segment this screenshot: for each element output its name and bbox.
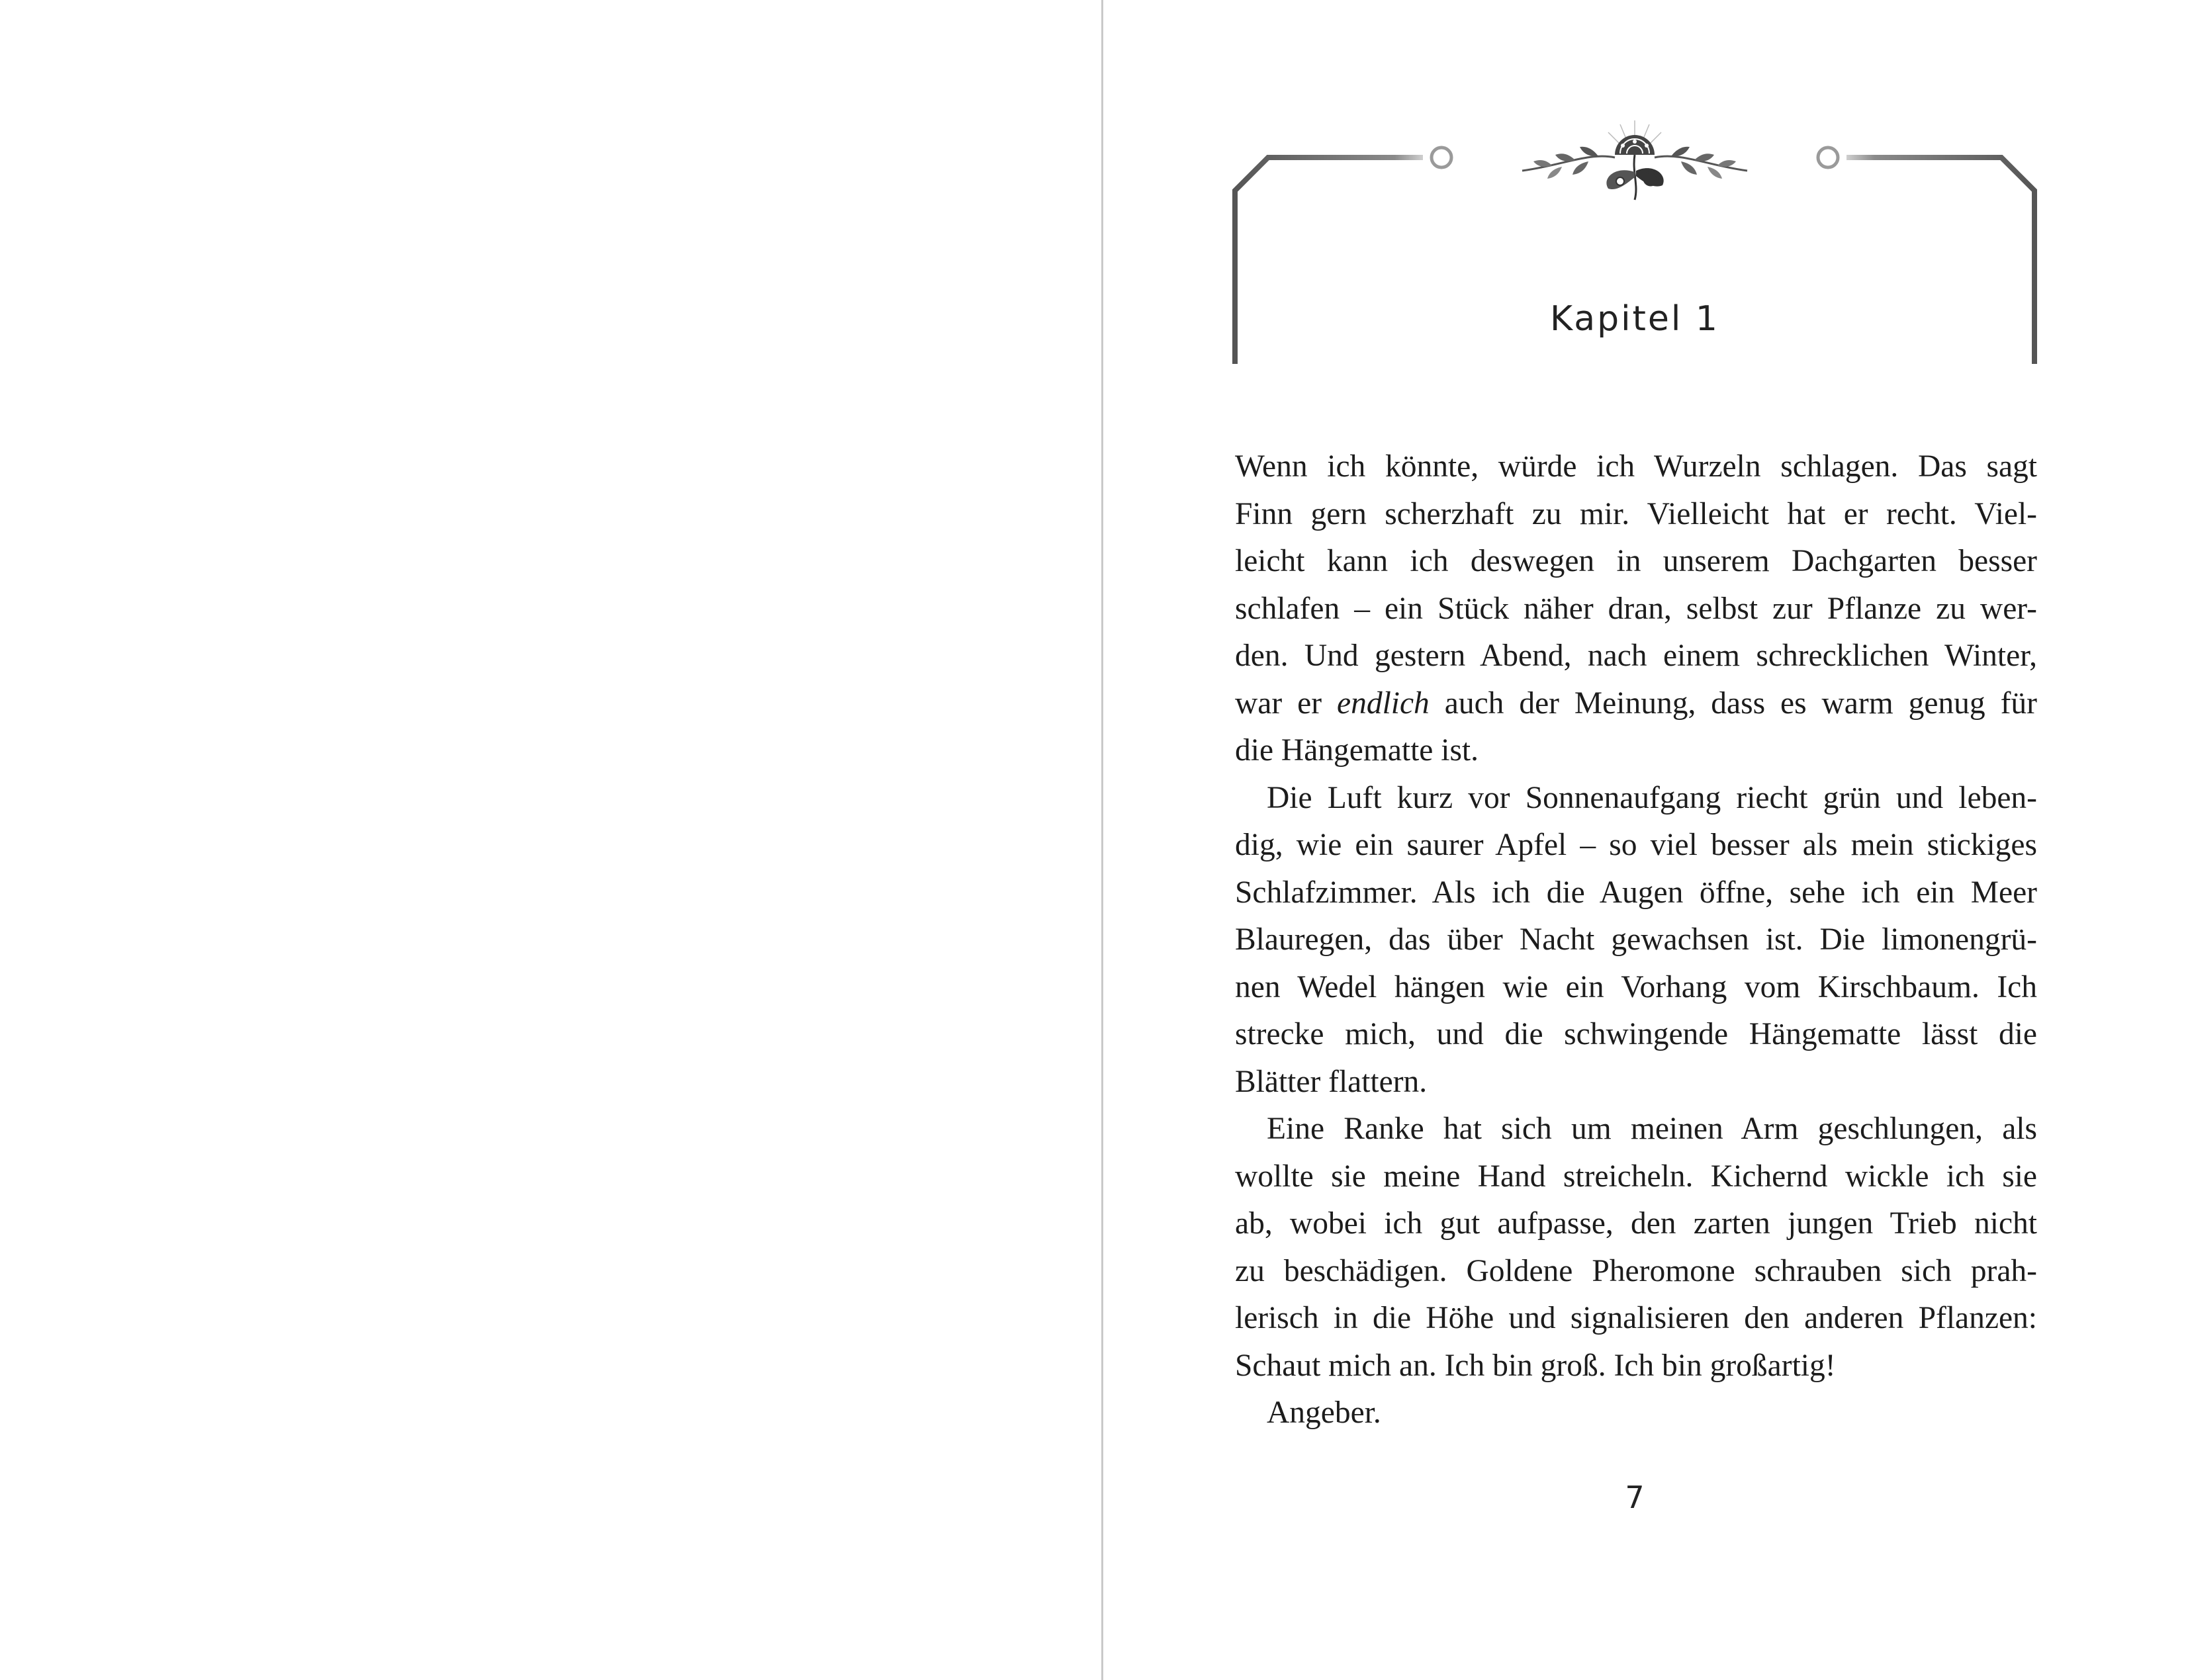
text-line: zu beschädigen. Goldene Pheromone schrauben sich prah- bbox=[1235, 1253, 2037, 1288]
text-line bbox=[1235, 680, 2037, 728]
text-line: Finn gern scherzhaft zu mir. Vielleicht hat er recht. Viel- bbox=[1235, 496, 2037, 531]
text-line: Angeber. bbox=[1267, 1395, 1381, 1430]
text-line: nen Wedel hängen wie ein Vorhang vom Kirschbaum. Ich bbox=[1235, 969, 2037, 1004]
text-line: Die Luft kurz vor Sonnenaufgang riecht grün und leben- bbox=[1267, 780, 2037, 815]
text-line: ab, wobei ich gut aufpasse, den zarten jungen Trieb nicht bbox=[1235, 1206, 2037, 1241]
page-number: 7 bbox=[1625, 1480, 1645, 1515]
text-line: leicht kann ich deswegen in unserem Dachgarten besser bbox=[1235, 544, 2037, 578]
text-line: die Hängematte ist. bbox=[1235, 733, 1479, 768]
text-line: Wenn ich könnte, würde ich Wurzeln schlagen. Das sagt bbox=[1235, 449, 2037, 484]
text-line: schlafen – ein Stück näher dran, selbst zur Pflanze zu wer- bbox=[1235, 591, 2037, 626]
text-line: Schaut mich an. Ich bin groß. Ich bin großartig! bbox=[1235, 1348, 1836, 1383]
text-line: den. Und gestern Abend, nach einem schrecklichen Winter, bbox=[1235, 639, 2037, 673]
text-line: Schlafzimmer. Als ich die Augen öffne, sehe ich ein Meer bbox=[1235, 875, 2037, 910]
text-line: Blätter flattern. bbox=[1235, 1064, 1428, 1099]
emphasized-word: endlich bbox=[1336, 685, 1430, 721]
chapter-body-text bbox=[1235, 443, 2037, 1437]
text-segment: war er bbox=[1235, 685, 1337, 721]
text-line: lerisch in die Höhe und signalisieren den anderen Pflanzen: bbox=[1235, 1301, 2037, 1335]
text-line: dig, wie ein saurer Apfel – so viel besser als mein stickiges bbox=[1235, 828, 2037, 862]
chapter-title: Kapitel 1 bbox=[1550, 299, 1719, 339]
floral-emblem-icon bbox=[1522, 120, 1747, 200]
text-line: Eine Ranke hat sich um meinen Arm geschlungen, als bbox=[1267, 1112, 2037, 1146]
text-line: strecke mich, und die schwingende Hängematte lässt die bbox=[1235, 1017, 2037, 1051]
text-line: wollte sie meine Hand streicheln. Kichernd wickle ich sie bbox=[1235, 1159, 2037, 1194]
text-line: Blauregen, das über Nacht gewachsen ist. Die limonengrü- bbox=[1235, 922, 2037, 957]
text-segment: auch der Meinung, dass es warm genug für bbox=[1429, 685, 2037, 721]
